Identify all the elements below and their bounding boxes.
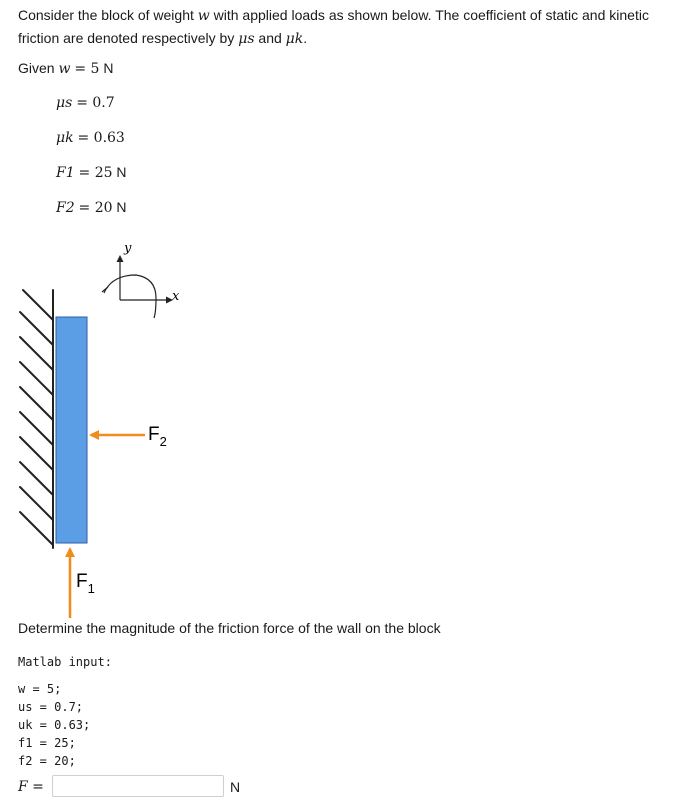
param-eq: = 0.7 [76,95,115,111]
f1-label: $F_1$ [76,571,95,596]
param-f2 [56,199,127,216]
given-w-eq: = 5 [74,61,100,77]
and-word: and [258,30,282,46]
matlab-input-label: Matlab input: [18,655,112,669]
answer-unit: N [230,779,241,795]
given-prefix: Given [18,60,55,76]
coordinate-axes-icon [102,241,180,318]
axis-y-label: y [124,241,132,256]
question-text: Determine the magnitude of the friction force of the wall on the block [18,620,441,636]
f2-label: $F_2$ [148,424,167,449]
param-unit: N [116,199,127,215]
param-eq: = 0.63 [77,130,125,146]
param-symbol: μs [56,95,73,111]
problem-intro-mid: with applied loads as shown below. The coefficient of static and kinetic friction are denoted respectively by [18,7,649,46]
answer-label [18,774,44,800]
mu-s-symbol: μs [238,31,255,47]
axis-x-label: x [172,289,180,304]
param-mu-k [56,129,125,146]
param-mu-s [56,94,115,111]
given-w-unit: N [103,60,114,76]
answer-f-symbol: F = [18,779,44,795]
param-symbol: F1 [56,165,75,181]
code-line: w = 5; [18,682,62,696]
mu-k-symbol: μk [285,31,304,47]
problem-intro: Consider the block of weight [18,7,194,23]
weight-symbol: w [197,8,210,24]
code-line: f1 = 25; [18,736,76,750]
problem-statement [18,4,668,50]
given-weight [18,60,113,77]
free-body-diagram [0,230,680,620]
param-eq: = 25 [78,165,113,181]
answer-input[interactable] [52,775,224,797]
matlab-code-block [18,680,90,770]
param-unit: N [116,164,127,180]
code-line: us = 0.7; [18,700,84,714]
param-f1 [56,164,127,181]
param-eq: = 20 [78,200,113,216]
given-w-symbol: w [58,61,71,77]
wall-hatching [20,290,53,548]
block [56,317,87,543]
code-line: uk = 0.63; [18,718,91,732]
param-symbol: F2 [56,200,75,216]
problem-end: . [303,30,308,46]
code-line: f2 = 20; [18,754,76,768]
param-symbol: μk [56,130,74,146]
